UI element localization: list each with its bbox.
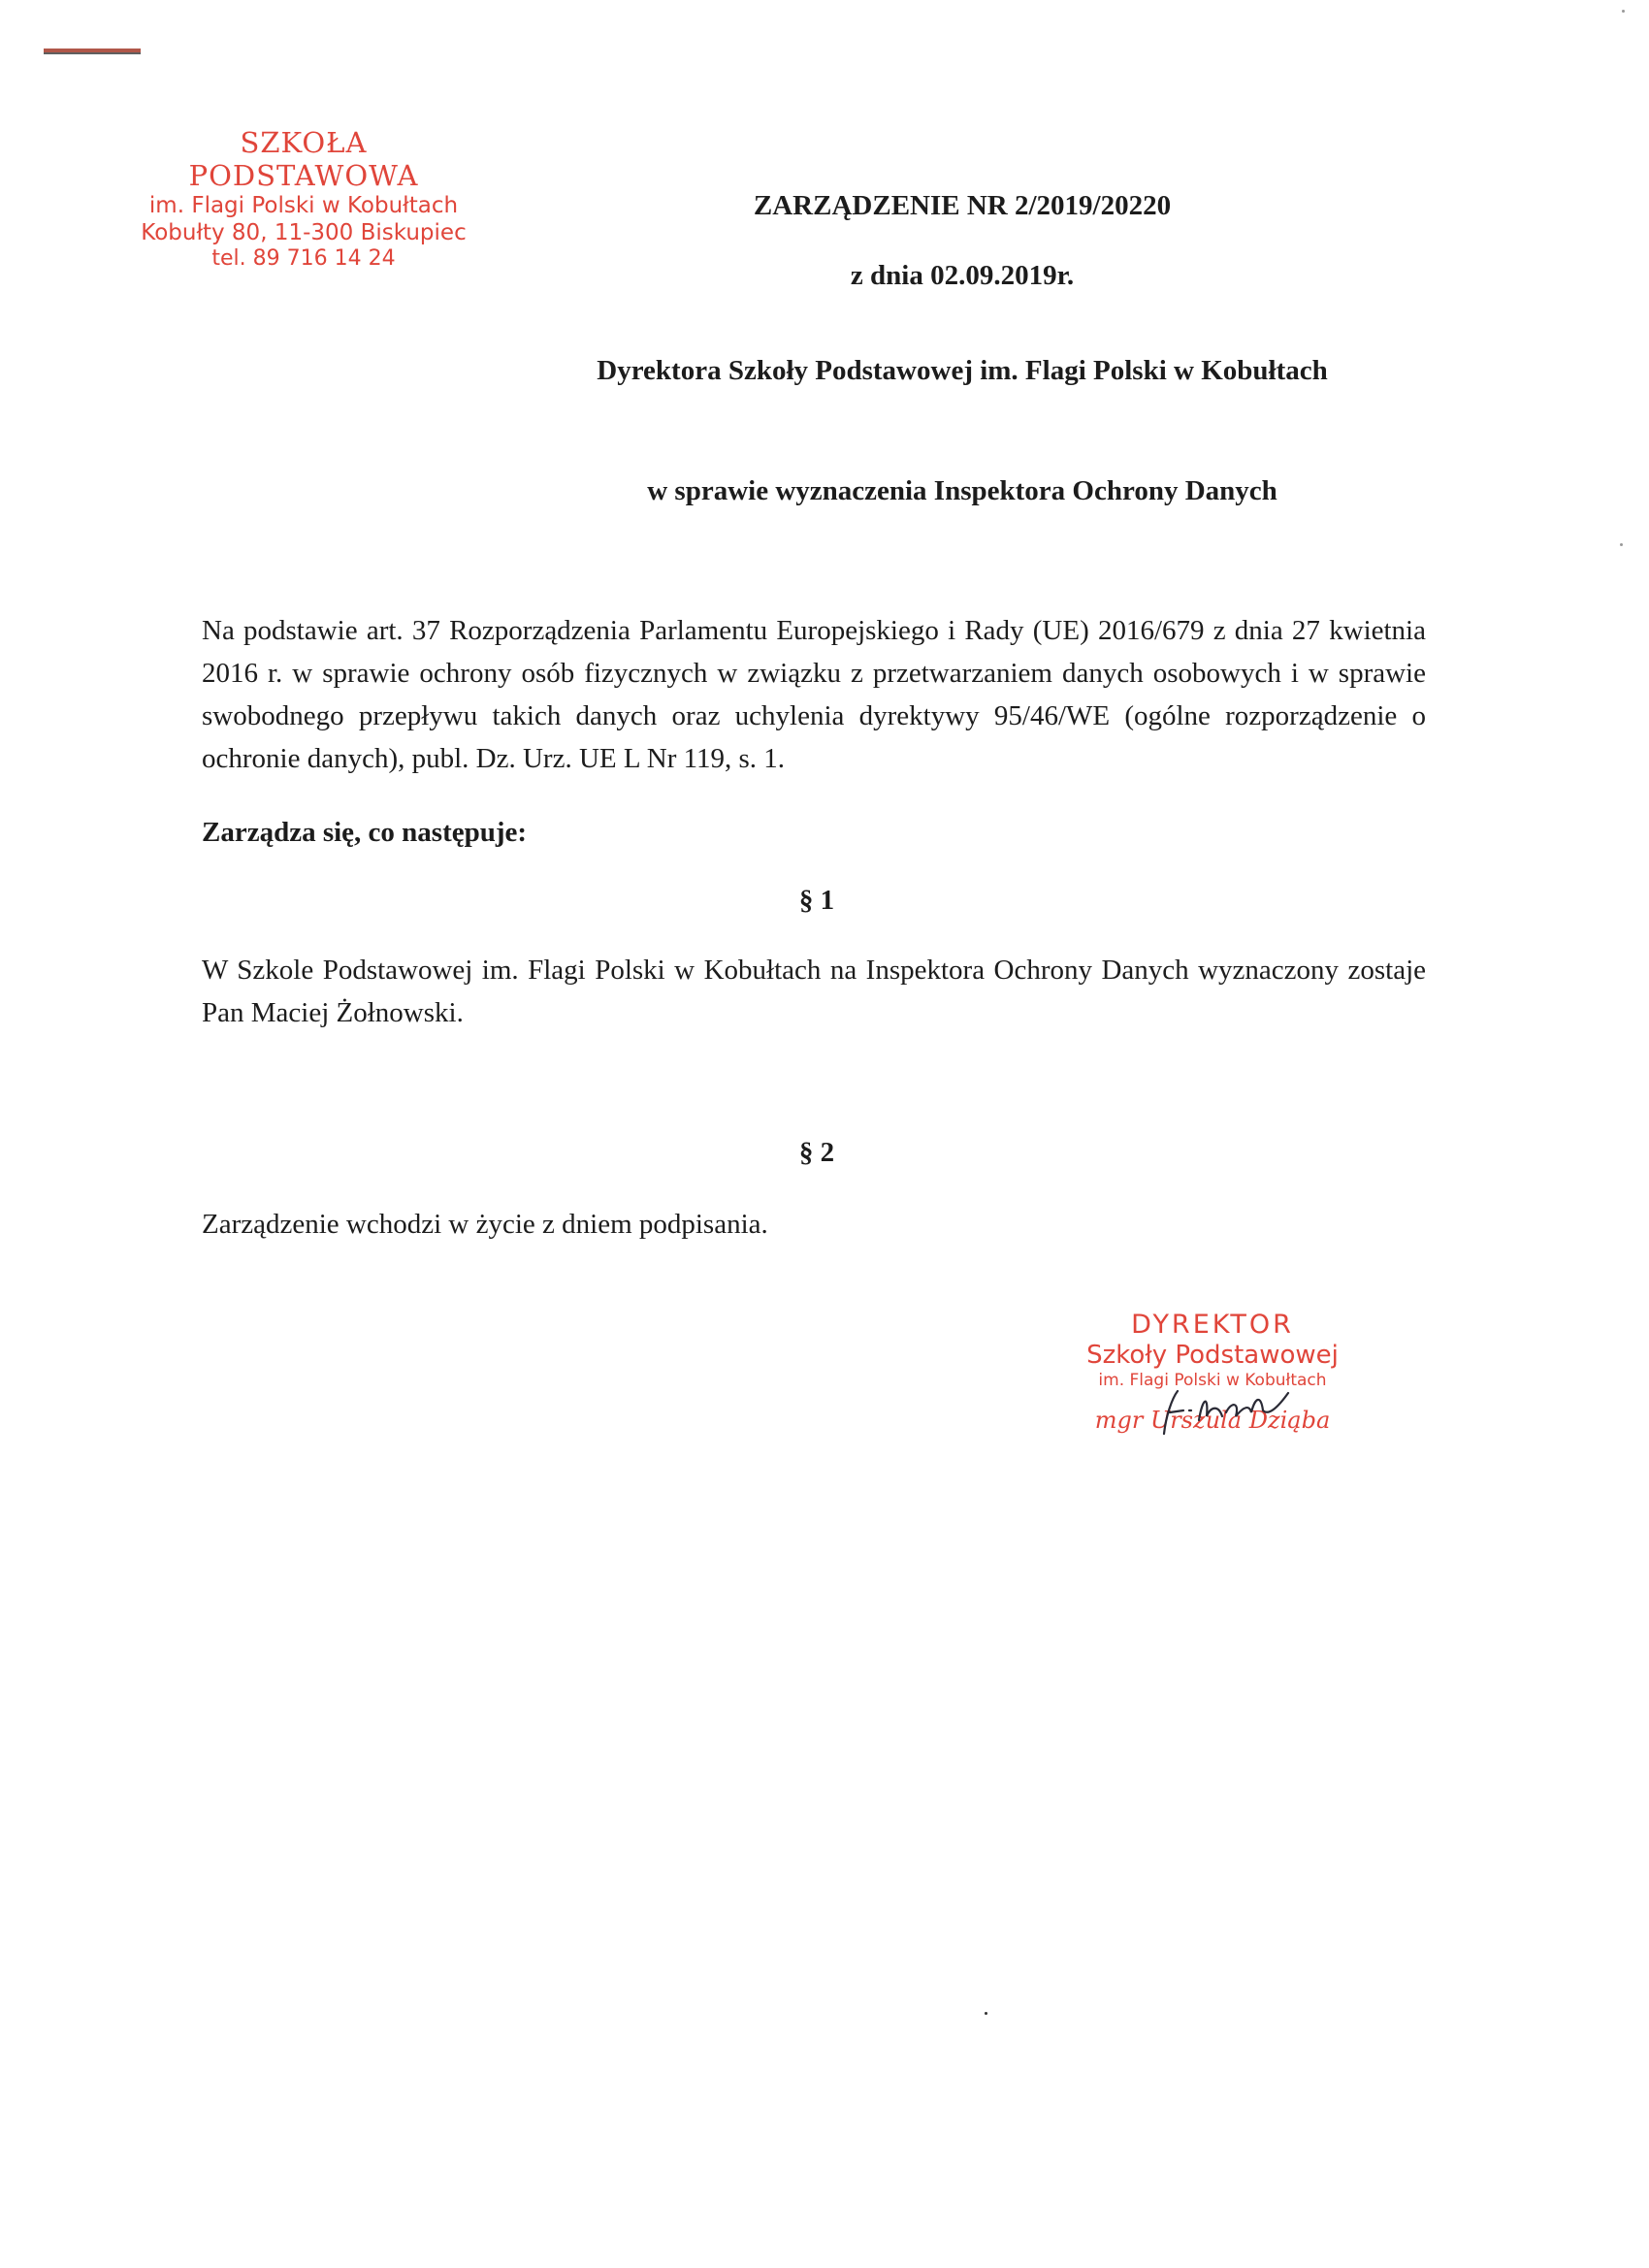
scan-artifact	[44, 49, 141, 54]
school-stamp-line1: SZKOŁA PODSTAWOWA	[188, 126, 419, 192]
handwritten-signature	[1154, 1377, 1310, 1445]
section-2-text: Zarządzenie wchodzi w życie z dniem podpisania.	[202, 1209, 768, 1240]
scan-speck	[985, 2012, 987, 2015]
section-mark-2: § 2	[798, 1137, 835, 1168]
scan-speck	[1620, 543, 1623, 546]
director-stamp-name: mgr Urszula Dziąba	[1094, 1407, 1331, 1434]
document-subject: w sprawie wyznaczenia Inspektora Ochrony Danych	[647, 475, 1277, 506]
legal-basis-paragraph: Na podstawie art. 37 Rozporządzenia Parlamentu Europejskiego i Rady (UE) 2016/679 z dnia 27 kwietnia 2016 r. w sprawie ochrony osób fizycznych w związku z przetwarzaniem danych osobowych i w sprawie swobodnego przepływu takich danych oraz uchylenia dyrektywy 95/46/WE (ogólne rozporządzenie o ochronie danych), publ. Dz. Urz. UE L Nr 119, s. 1.	[202, 615, 1426, 774]
document-title: ZARZĄDZENIE NR 2/2019/20220	[753, 190, 1172, 221]
school-stamp-line4: tel. 89 716 14 24	[211, 246, 396, 271]
scan-speck	[1622, 10, 1625, 13]
school-stamp-line3: Kobułty 80, 11-300 Biskupiec	[141, 220, 467, 245]
section-mark-1: § 1	[798, 885, 835, 916]
document-date: z dnia 02.09.2019r.	[850, 260, 1075, 291]
director-stamp-line2: Szkoły Podstawowej	[1086, 1341, 1339, 1370]
document-issuer: Dyrektora Szkoły Podstawowej im. Flagi Polski w Kobułtach	[597, 355, 1328, 386]
section-1-text: W Szkole Podstawowej im. Flagi Polski w Kobułtach na Inspektora Ochrony Danych wyznaczony zostaje Pan Maciej Żołnowski.	[202, 955, 1426, 1028]
school-stamp-line2: im. Flagi Polski w Kobułtach	[148, 193, 459, 218]
director-stamp-line3: im. Flagi Polski w Kobułtach	[1098, 1371, 1327, 1390]
director-stamp-line1: DYREKTOR	[1131, 1310, 1294, 1340]
orders-heading: Zarządza się, co następuje:	[202, 817, 528, 848]
